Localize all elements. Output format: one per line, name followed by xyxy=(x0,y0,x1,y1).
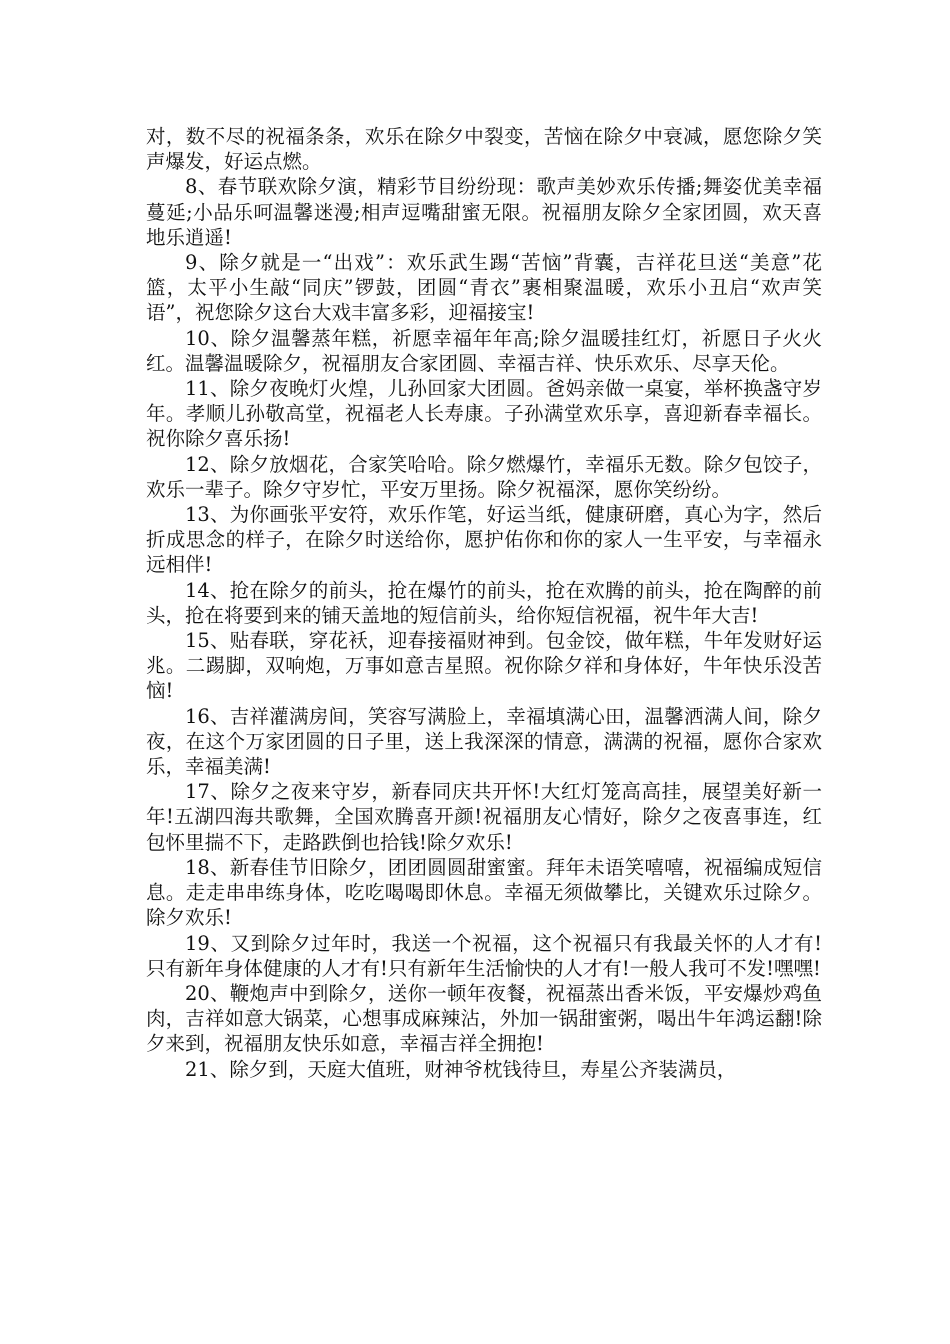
paragraph-15: 15、贴春联，穿花袄，迎春接福财神到。包金饺，做年糕，牛年发财好运兆。二踢脚，双响炮，万事如意吉星照。祝你除夕祥和身体好，牛年快乐没苦恼! xyxy=(146,629,822,703)
paragraph-19: 19、又到除夕过年时，我送一个祝福，这个祝福只有我最关怀的人才有!只有新年身体健康的人才有!只有新年生活愉快的人才有!一般人我可不发!嘿嘿! xyxy=(146,931,822,980)
paragraph-11: 11、除夕夜晚灯火煌，儿孙回家大团圆。爸妈亲做一桌宴，举杯换盏守岁年。孝顺儿孙敬高堂，祝福老人长寿康。子孙满堂欢乐享，喜迎新春幸福长。祝你除夕喜乐扬! xyxy=(146,377,822,451)
paragraph-12: 12、除夕放烟花，合家笑哈哈。除夕燃爆竹，幸福乐无数。除夕包饺子，欢乐一辈子。除夕守岁忙，平安万里扬。除夕祝福深，愿你笑纷纷。 xyxy=(146,452,822,501)
paragraph-7-continued: 对，数不尽的祝福条条，欢乐在除夕中裂变，苦恼在除夕中衰减，愿您除夕笑声爆发，好运点燃。 xyxy=(146,125,822,174)
document-body xyxy=(146,124,822,1082)
paragraph-9: 9、除夕就是一“出戏”：欢乐武生踢“苦恼”背囊，吉祥花旦送“美意”花篮，太平小生敲“同庆”锣鼓，团圆“青衣”裹相聚温暖，欢乐小丑启“欢声笑语”，祝您除夕这台大戏丰富多彩，迎福接宝! xyxy=(146,251,822,325)
paragraph-10: 10、除夕温馨蒸年糕，祈愿幸福年年高;除夕温暖挂红灯，祈愿日子火火红。温馨温暖除夕，祝福朋友合家团圆、幸福吉祥、快乐欢乐、尽享天伦。 xyxy=(146,326,822,375)
paragraph-21: 21、除夕到，天庭大值班，财神爷枕钱待旦，寿星公齐装满员， xyxy=(185,1057,737,1081)
paragraph-17: 17、除夕之夜来守岁，新春同庆共开怀!大红灯笼高高挂，展望美好新一年!五湖四海共歌舞，全国欢腾喜开颜!祝福朋友心情好，除夕之夜喜事连，红包怀里揣不下，走路跌倒也拾钱!除夕欢乐! xyxy=(146,780,822,854)
paragraph-13: 13、为你画张平安符，欢乐作笔，好运当纸，健康研磨，真心为字，然后折成思念的样子，在除夕时送给你，愿护佑你和你的家人一生平安，与幸福永远相伴! xyxy=(146,503,822,577)
paragraph-16: 16、吉祥灌满房间，笑容写满脸上，幸福填满心田，温馨洒满人间，除夕夜，在这个万家团圆的日子里，送上我深深的情意，满满的祝福，愿你合家欢乐，幸福美满! xyxy=(146,704,822,779)
paragraph-20: 20、鞭炮声中到除夕，送你一顿年夜餐，祝福蒸出香米饭，平安爆炒鸡鱼肉，吉祥如意大锅菜，心想事成麻辣沾，外加一锅甜蜜粥，喝出牛年鸿运翻!除夕来到，祝福朋友快乐如意，幸福吉祥全拥抱! xyxy=(146,981,822,1056)
paragraph-14: 14、抢在除夕的前头，抢在爆竹的前头，抢在欢腾的前头，抢在陶醉的前头，抢在将要到来的铺天盖地的短信前头，给你短信祝福，祝牛年大吉! xyxy=(146,578,822,627)
paragraph-8: 8、春节联欢除夕演，精彩节目纷纷现：歌声美妙欢乐传播;舞姿优美幸福蔓延;小品乐呵温馨迷漫;相声逗嘴甜蜜无限。祝福朋友除夕全家团圆，欢天喜地乐逍遥! xyxy=(146,175,822,249)
paragraph-18: 18、新春佳节旧除夕，团团圆圆甜蜜蜜。拜年未语笑嘻嘻，祝福编成短信息。走走串串练身体，吃吃喝喝即休息。幸福无须做攀比，关键欢乐过除夕。除夕欢乐! xyxy=(146,855,822,930)
